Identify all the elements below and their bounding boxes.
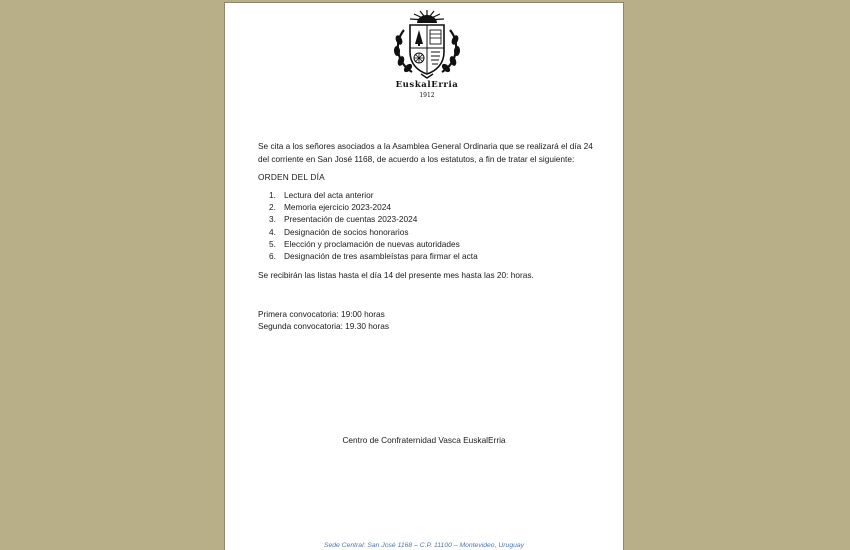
signature-organization: Centro de Confraternidad Vasca EuskalErria bbox=[342, 435, 506, 445]
list-item-text: Lectura del acta anterior bbox=[284, 190, 374, 200]
first-call-time: Primera convocatoria: 19:00 horas bbox=[258, 309, 385, 319]
list-item-number: 3. bbox=[269, 214, 276, 225]
lists-deadline-note: Se recibirán las listas hasta el día 14 del presente mes hasta las 20: horas. bbox=[258, 270, 534, 280]
list-item-text: Memoria ejercicio 2023-2024 bbox=[284, 202, 391, 213]
list-item bbox=[258, 238, 598, 250]
agenda-list bbox=[258, 189, 598, 262]
list-item bbox=[258, 201, 598, 213]
list-item-text: Designación de tres asambleístas para firmar el acta bbox=[284, 251, 478, 262]
footer-address: Sede Central: San José 1168 – C.P. 11100 – Montevideo, Uruguay bbox=[323, 542, 525, 549]
list-item-text: Elección y proclamación de nuevas autoridades bbox=[284, 238, 460, 249]
logo-wordmark: EuskalErria bbox=[395, 80, 459, 90]
list-item-number: 1. bbox=[269, 190, 276, 200]
agenda-heading: ORDEN DEL DÍA bbox=[258, 172, 325, 182]
list-item-text: Presentación de cuentas 2023-2024 bbox=[284, 214, 418, 225]
list-item-number: 5. bbox=[269, 238, 276, 249]
second-call-time: Segunda convocatoria: 19.30 horas bbox=[258, 321, 390, 331]
list-item-number: 4. bbox=[269, 226, 276, 237]
list-item bbox=[258, 213, 598, 225]
logo-year: 1912 bbox=[419, 92, 435, 99]
coat-of-arms-icon bbox=[388, 8, 466, 80]
list-item-text: Designación de socios honorarios bbox=[284, 226, 409, 237]
list-item bbox=[258, 250, 598, 262]
intro-paragraph: Se cita a los señores asociados a la Asamblea General Ordinaria que se realizará el día 24 del corriente en San José 1168, de acuerdo a los estatutos, a fin de tratar el siguiente: bbox=[258, 141, 593, 164]
list-item bbox=[258, 226, 598, 238]
list-item-number: 2. bbox=[269, 202, 276, 213]
list-item-number: 6. bbox=[269, 251, 276, 262]
list-item bbox=[258, 189, 598, 201]
euskalerria-logo bbox=[388, 8, 466, 100]
document-page bbox=[224, 2, 624, 550]
